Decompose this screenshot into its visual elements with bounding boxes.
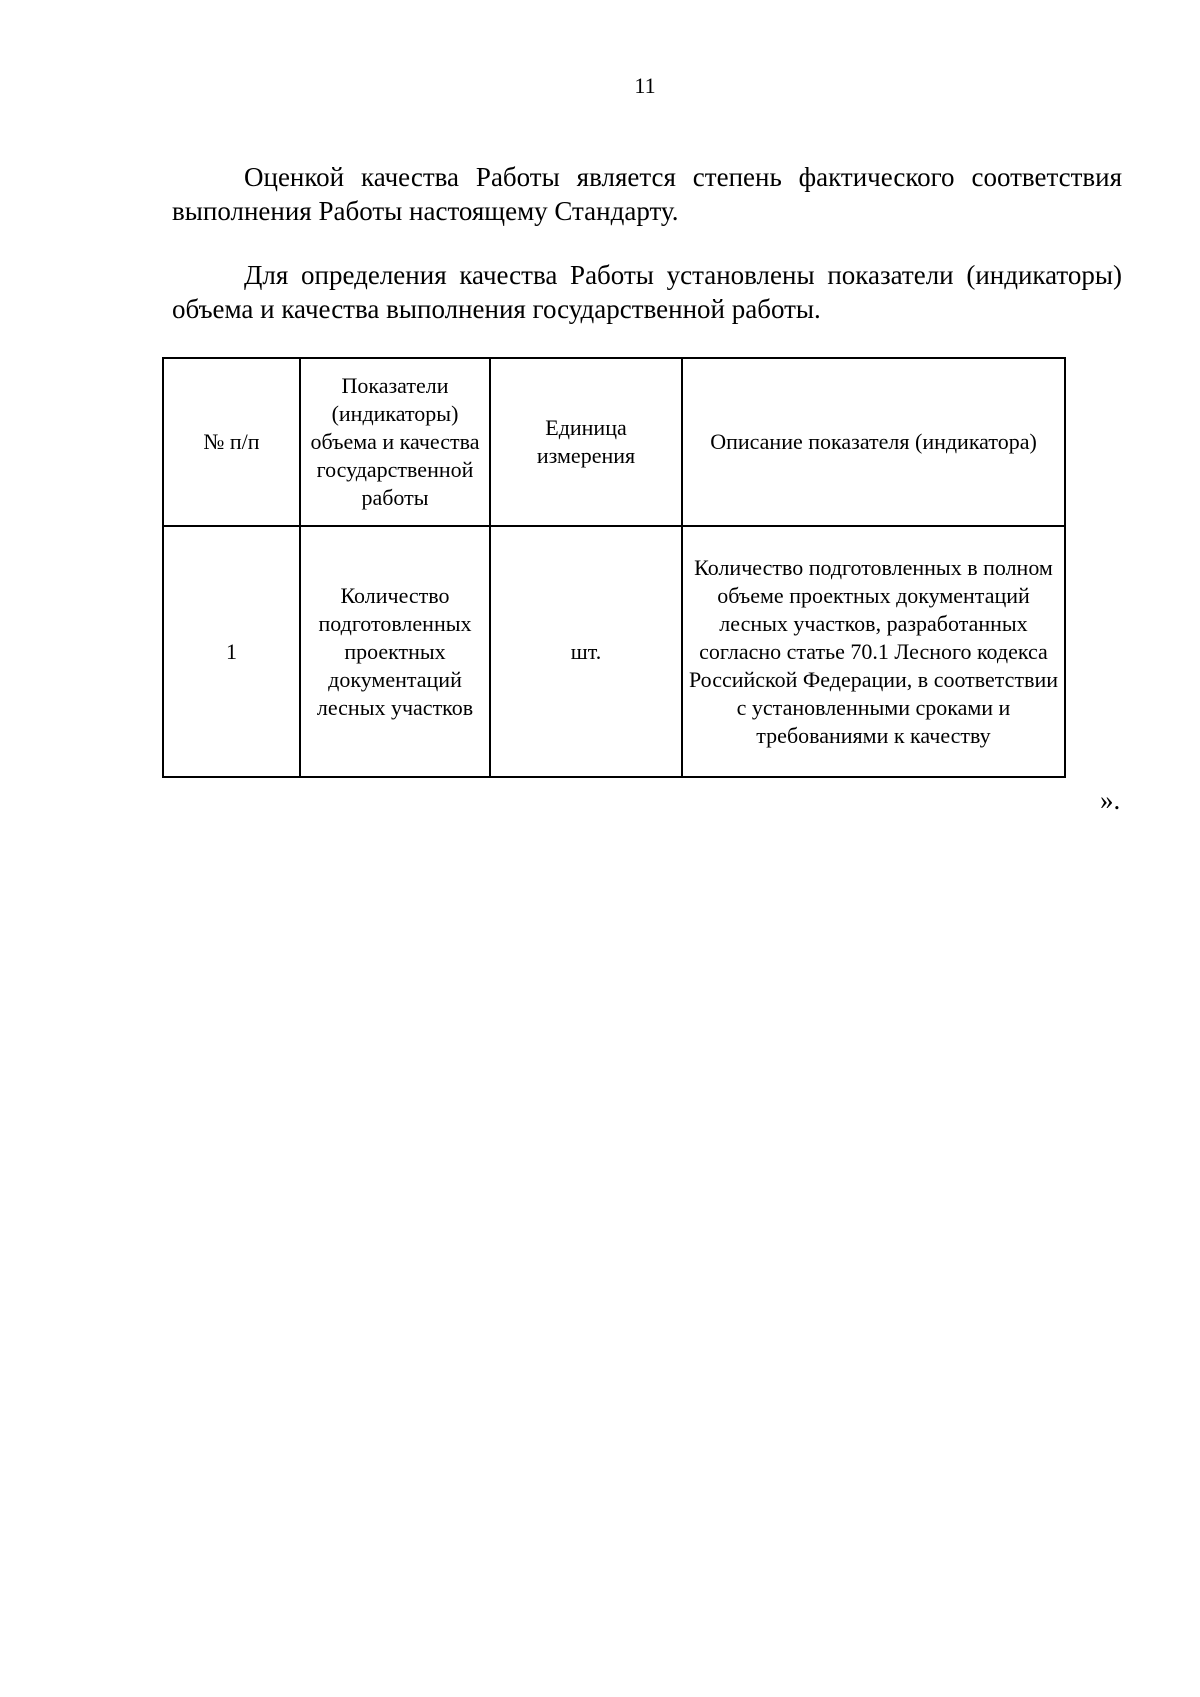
page-number: 11 [634, 73, 656, 98]
header-number: № п/п [163, 358, 300, 526]
table-header-row [163, 358, 1065, 526]
cell-unit: шт. [490, 526, 682, 777]
indicators-table [162, 357, 1066, 778]
table-row [163, 526, 1065, 777]
header-description: Описание показателя (индикатора) [682, 358, 1065, 526]
cell-number: 1 [163, 526, 300, 777]
paragraph-indicators-intro: Для определения качества Работы установлены показатели (индикаторы) объема и качества выполнения государственной работы. [172, 260, 1122, 324]
cell-indicator: Количество подготовленных проектных документаций лесных участков [300, 526, 490, 777]
header-indicators: Показатели (индикаторы) объема и качества государственной работы [300, 358, 490, 526]
closing-quote-mark: ». [1100, 785, 1121, 815]
cell-description: Количество подготовленных в полном объеме проектных документаций лесных участков, разработанных согласно статье 70.1 Лесного кодекса Российской Федерации, в соответствии с установленными сроками и требованиями к качеству [682, 526, 1065, 777]
paragraph-quality-assessment: Оценкой качества Работы является степень фактического соответствия выполнения Работы настоящему Стандарту. [172, 162, 1122, 226]
header-unit: Единица измерения [490, 358, 682, 526]
